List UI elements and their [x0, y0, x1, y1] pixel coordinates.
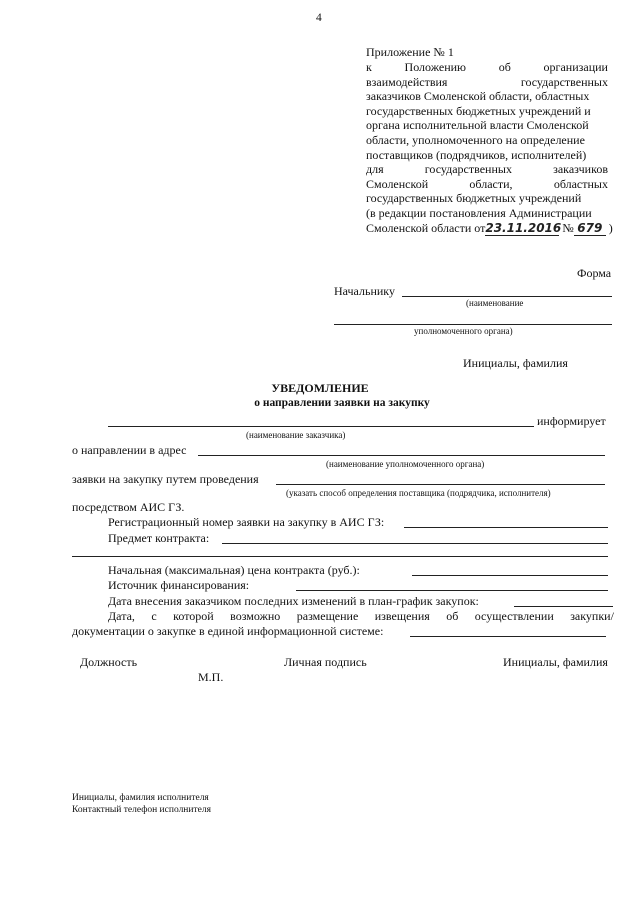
seal-label: М.П.	[198, 670, 224, 684]
handwritten-number: 679	[574, 221, 606, 237]
date-line[interactable]	[410, 636, 606, 637]
date-label-line-1	[108, 609, 614, 624]
addressee-label: Начальнику	[334, 284, 395, 298]
request-label: заявки на закупку путем проведения	[72, 472, 259, 486]
method-hint: (указать способ определения поставщика (подрядчика, исполнителя)	[286, 488, 551, 498]
page-number: 4	[316, 12, 322, 24]
annex-line-12	[366, 220, 613, 237]
date-word: с	[151, 609, 157, 623]
reg-number-label: Регистрационный номер заявки на закупку в АИС ГЗ:	[108, 515, 385, 529]
annex-word: об	[498, 60, 511, 74]
annex-word: области,	[469, 176, 513, 191]
request-line[interactable]	[276, 484, 605, 485]
closing-paren: )	[608, 220, 613, 235]
date-word: размещение	[296, 609, 359, 623]
date-word: извещения	[374, 609, 430, 623]
executor-label: Инициалы, фамилия исполнителя	[72, 793, 209, 803]
annex-line-11: (в редакции постановления Администрации	[366, 205, 592, 220]
date-word: которой	[173, 609, 214, 623]
annex-word: государственных	[520, 74, 608, 89]
informs-text: информирует	[537, 414, 606, 428]
annex-line-10: государственных бюджетных учреждений	[366, 191, 582, 206]
annex-word: организации	[543, 60, 608, 74]
annex-line-5: органа исполнительной власти Смоленской	[366, 118, 589, 133]
price-line[interactable]	[412, 575, 608, 576]
source-label: Источник финансирования:	[108, 578, 250, 592]
annex-text	[366, 60, 613, 236]
source-line[interactable]	[296, 590, 608, 591]
notice-title: УВЕДОМЛЕНИЕ	[271, 381, 369, 395]
handwritten-date: 23.11.2016	[485, 220, 562, 235]
via-text: посредством АИС ГЗ.	[72, 500, 185, 514]
sign-label: Личная подпись	[284, 655, 367, 669]
annex-word: Смоленской	[366, 176, 429, 191]
annex-line-3: заказчиков Смоленской области, областных	[366, 89, 590, 104]
annex-word: государственных	[424, 162, 512, 177]
subject-line[interactable]	[222, 543, 608, 544]
annex-word: к	[366, 60, 372, 74]
customer-line[interactable]	[108, 426, 534, 427]
customer-hint: (наименование заказчика)	[246, 430, 346, 440]
annex-word: для	[366, 162, 384, 177]
annex-word: взаимодействия	[366, 74, 448, 89]
reg-number-line[interactable]	[404, 527, 608, 528]
date-label-line-2: документации о закупке в единой информационной системе:	[72, 624, 384, 638]
annex-line-1	[366, 60, 608, 75]
executor-phone-label: Контактный телефон исполнителя	[72, 805, 211, 815]
date-word: об	[446, 609, 459, 623]
addressee-hint-2: уполномоченного органа)	[414, 326, 513, 336]
addressee-initials: Инициалы, фамилия	[463, 356, 568, 370]
addressee-line[interactable]	[402, 296, 612, 297]
annex-line-9	[366, 177, 608, 192]
date-word: Дата,	[108, 609, 135, 623]
annex-line-4: государственных бюджетных учреждений и	[366, 103, 591, 118]
date-word: возможно	[230, 609, 281, 623]
addressee-line-2[interactable]	[334, 324, 612, 325]
price-label: Начальная (максимальная) цена контракта (руб.):	[108, 563, 360, 577]
annex-word: Положению	[404, 60, 467, 74]
annex-date-prefix: Смоленской области от	[366, 220, 486, 235]
last-change-line[interactable]	[514, 606, 613, 607]
addressee-hint-1: (наименование	[466, 298, 524, 308]
direction-label: о направлении в адрес	[72, 443, 187, 457]
number-sign: №	[562, 220, 574, 235]
date-word: осуществлении	[474, 609, 554, 623]
last-change-label: Дата внесения заказчиком последних изменений в план-график закупок:	[108, 594, 479, 608]
annex-word: областных	[553, 176, 608, 191]
form-label: Форма	[577, 266, 612, 280]
annex-line-2	[366, 75, 608, 90]
direction-line[interactable]	[198, 455, 605, 456]
annex-line-7: поставщиков (подрядчиков, исполнителей)	[366, 147, 587, 162]
notice-subtitle: о направлении заявки на закупку	[254, 397, 430, 409]
signer-initials-label: Инициалы, фамилия	[503, 655, 608, 669]
annex-word: заказчиков	[553, 162, 608, 177]
annex-title: Приложение № 1	[366, 45, 454, 59]
annex-line-6: области, уполномоченного на определение	[366, 132, 585, 147]
auth-hint: (наименование уполномоченного органа)	[326, 459, 485, 469]
date-word: закупки/	[570, 609, 614, 623]
position-label: Должность	[80, 655, 138, 669]
subject-line-2[interactable]	[72, 556, 608, 557]
annex-line-8	[366, 162, 608, 177]
subject-label: Предмет контракта:	[108, 531, 210, 545]
